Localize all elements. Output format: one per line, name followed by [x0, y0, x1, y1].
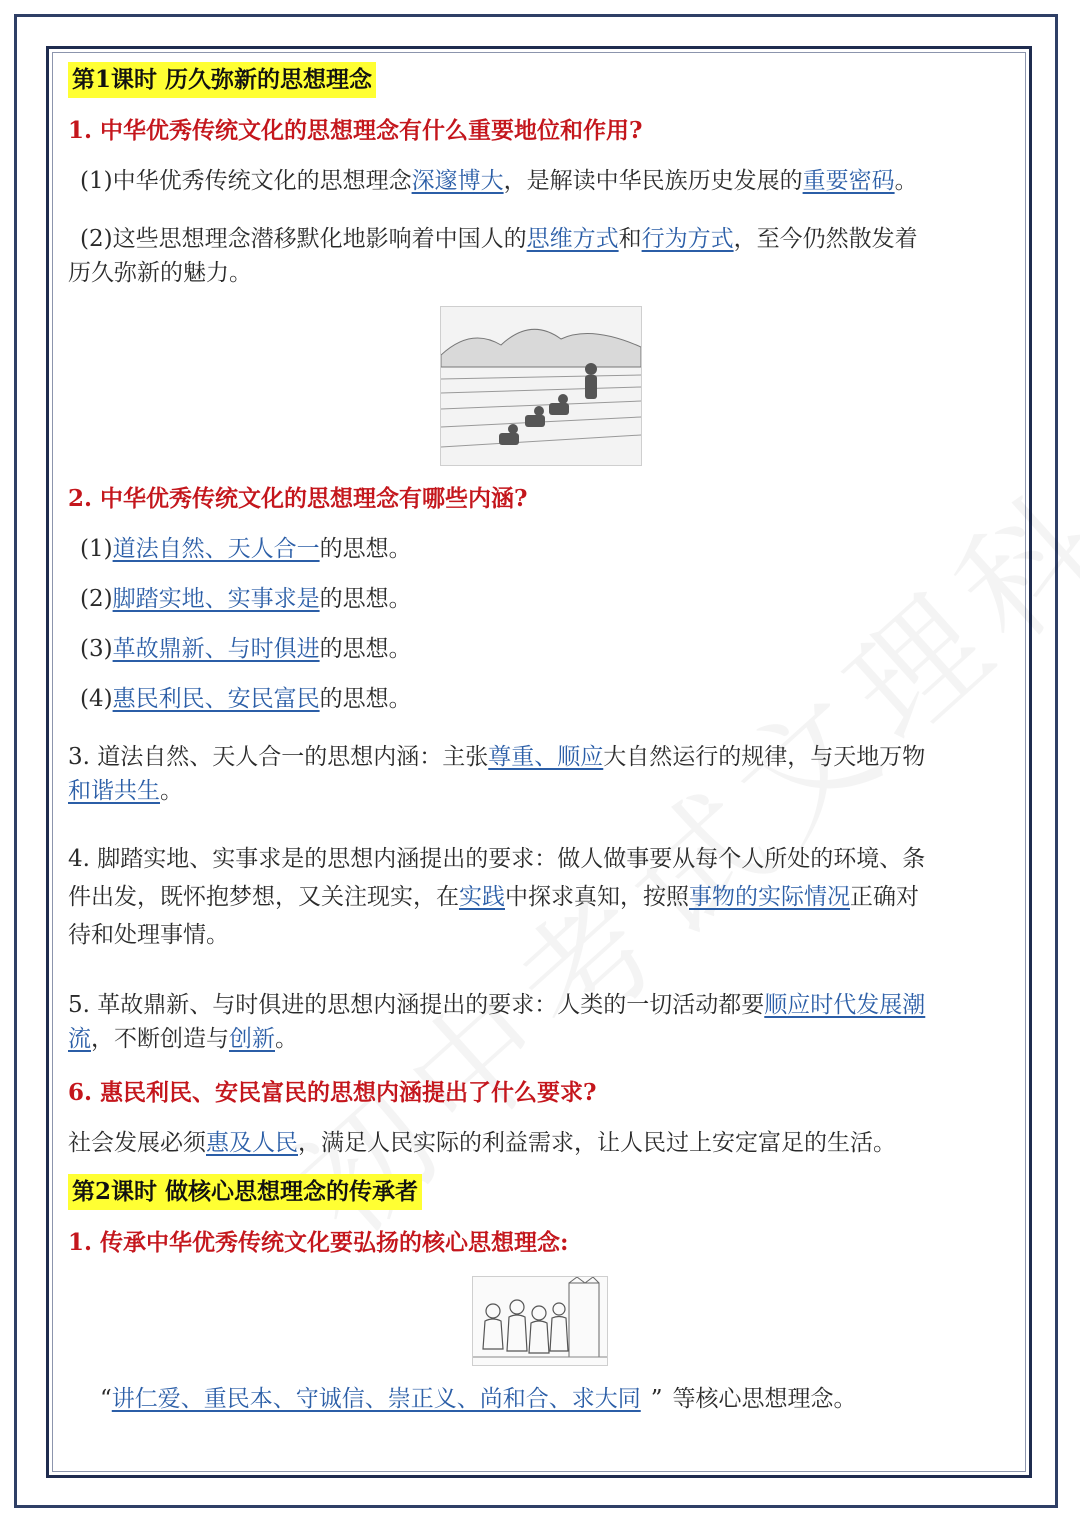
text: 3. 道法自然、天人合一的思想内涵：主张 — [68, 744, 489, 770]
answer-blank: 讲仁爱、重民本、守诚信、崇正义、尚和合、求大同 — [111, 1386, 641, 1412]
answer-blank: 脚踏实地、实事求是 — [112, 586, 320, 612]
lesson1-q1-point2 — [80, 222, 918, 256]
text: 中探求真知，按照 — [505, 884, 689, 910]
text: 社会发展必须 — [68, 1130, 206, 1156]
lesson1-p4-line1: 4. 脚踏实地、实事求是的思想内涵提出的要求：做人做事要从每个人所处的环境、条 — [68, 846, 926, 872]
lesson1-title — [68, 62, 376, 98]
answer-blank: 惠民利民、安民富民 — [112, 686, 320, 712]
text: (2)这些思想理念潜移默化地影响着中国人的 — [80, 226, 527, 252]
answer-blank: 重要密码 — [802, 168, 895, 194]
lesson2-q1-heading: 1. 传承中华优秀传统文化要弘扬的核心思想理念: — [68, 1229, 569, 1256]
lesson1-p3-line1 — [68, 740, 925, 774]
answer-blank: 尊重、顺应 — [488, 744, 604, 770]
answer-blank: 革故鼎新、与时俱进 — [112, 636, 320, 662]
answer-blank: 事物的实际情况 — [689, 884, 850, 910]
text: 的思想。 — [319, 586, 412, 612]
text: 5. 革故鼎新、与时俱进的思想内涵提出的要求：人类的一切活动都要 — [68, 992, 765, 1018]
answer-blank: 实践 — [459, 884, 505, 910]
item-number: (2) — [80, 586, 113, 612]
answer-blank: 创新 — [229, 1026, 275, 1052]
lesson1-q6-answer — [68, 1126, 896, 1160]
answer-blank: 流 — [68, 1026, 91, 1052]
text: 。 — [275, 1026, 298, 1052]
lesson2-title-text: 第2课时 做核心思想理念的传承者 — [68, 1174, 422, 1210]
lesson1-p4-line2 — [68, 880, 919, 914]
lesson1-q1-point2-cont: 历久弥新的魅力。 — [68, 260, 252, 286]
lesson1-q2-item — [80, 582, 412, 616]
people-group-illustration — [472, 1276, 608, 1366]
answer-blank: 深邃博大 — [411, 168, 504, 194]
lesson1-q2-heading: 2. 中华优秀传统文化的思想理念有哪些内涵? — [68, 485, 528, 512]
lesson1-q2-item — [80, 532, 412, 566]
text: 的思想。 — [319, 686, 412, 712]
text: 大自然运行的规律，与天地万物 — [603, 744, 926, 770]
text: (1)中华优秀传统文化的思想理念 — [80, 168, 412, 194]
lesson1-q1-point1 — [80, 164, 918, 198]
lesson1-title-text: 第1课时 历久弥新的思想理念 — [68, 62, 376, 98]
lesson1-p4-line3: 待和处理事情。 — [68, 922, 229, 948]
text: 。 — [894, 168, 918, 194]
answer-blank: 行为方式 — [641, 226, 734, 252]
item-number: (4) — [80, 686, 113, 712]
lesson1-q1-heading: 1. 中华优秀传统文化的思想理念有什么重要地位和作用? — [68, 117, 643, 144]
rice-planting-illustration — [440, 306, 642, 466]
answer-blank: 惠及人民 — [206, 1130, 298, 1156]
lesson1-p5-line1 — [68, 988, 925, 1022]
item-number: (1) — [80, 536, 113, 562]
text: 的思想。 — [319, 536, 412, 562]
text: 等核心思想理念。 — [672, 1386, 857, 1412]
text: 。 — [160, 778, 183, 804]
answer-blank: 思维方式 — [526, 226, 619, 252]
answer-blank: 道法自然、天人合一 — [112, 536, 320, 562]
text: ，至今仍然散发着 — [733, 226, 918, 252]
lesson2-quote — [100, 1382, 857, 1416]
lesson1-p5-line2 — [68, 1022, 298, 1056]
text: ，满足人民实际的利益需求，让人民过上安定富足的生活。 — [298, 1130, 896, 1156]
text: 和 — [618, 226, 642, 252]
lesson1-q6-heading: 6. 惠民利民、安民富民的思想内涵提出了什么要求? — [68, 1079, 597, 1106]
item-number: (3) — [80, 636, 113, 662]
quote-mark: “ — [100, 1386, 112, 1412]
lesson1-p3-line2 — [68, 774, 183, 808]
lesson2-title — [68, 1174, 422, 1210]
text: ，不断创造与 — [91, 1026, 229, 1052]
lesson1-q2-item — [80, 682, 412, 716]
answer-blank: 和谐共生 — [68, 778, 160, 804]
quote-mark: ” — [650, 1386, 663, 1412]
text: 的思想。 — [319, 636, 412, 662]
lesson1-q2-item — [80, 632, 412, 666]
text: ，是解读中华民族历史发展的 — [503, 168, 803, 194]
answer-blank: 顺应时代发展潮 — [764, 992, 926, 1018]
text: 正确对 — [850, 884, 919, 910]
text: 件出发，既怀抱梦想，又关注现实，在 — [68, 884, 459, 910]
